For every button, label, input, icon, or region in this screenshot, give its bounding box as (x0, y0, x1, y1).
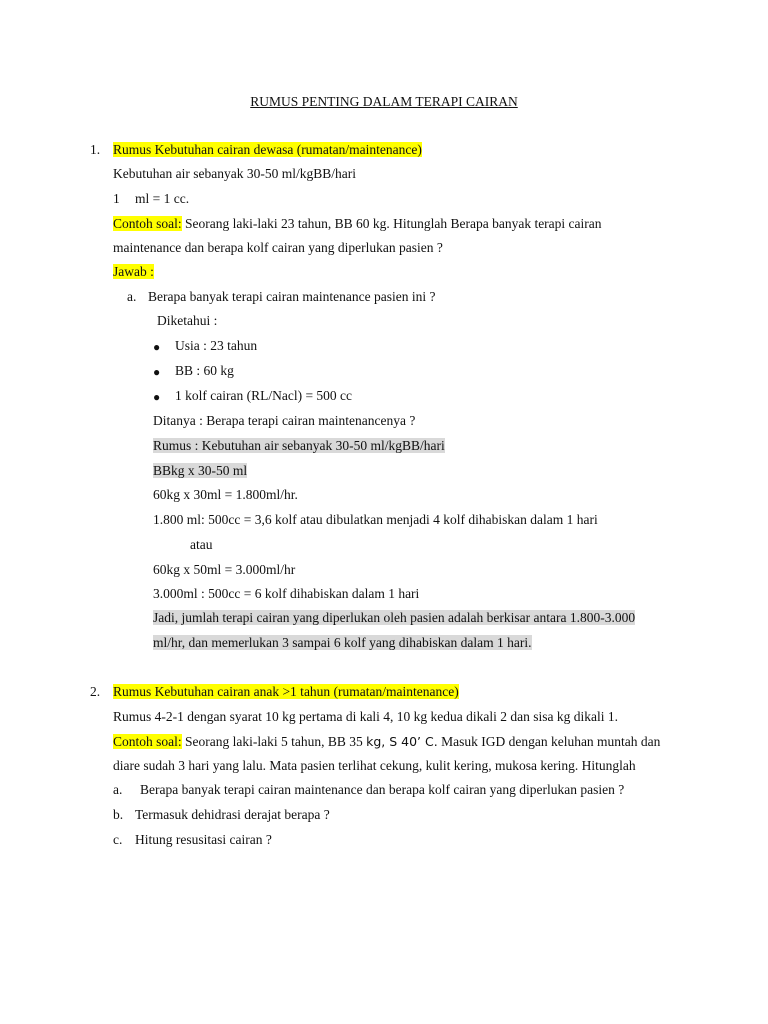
section2-number: 2. (90, 684, 101, 699)
bullet-icon: ● (153, 390, 161, 404)
section1-ditanya: Ditanya : Berapa terapi cairan maintenancenya ? (153, 413, 416, 428)
section1-jawab: Jawab : (113, 264, 154, 279)
section1-diketahui: Diketahui : (157, 313, 218, 328)
section1-contoh-soal (113, 215, 602, 233)
section1-a-marker: a. (127, 289, 137, 304)
section1-calc3: 60kg x 50ml = 3.000ml/hr (153, 562, 296, 577)
section1-calc1: 60kg x 30ml = 1.800ml/hr. (153, 487, 298, 502)
section1-line2-text: ml = 1 cc. (135, 191, 190, 206)
section1-atau: atau (190, 537, 213, 552)
section1-line1: Kebutuhan air sebanyak 30-50 ml/kgBB/hari (113, 166, 356, 181)
section2-item-c-marker: c. (113, 832, 123, 847)
section2-item-c-text: Hitung resusitasi cairan ? (135, 832, 272, 847)
bullet-item-kolf: 1 kolf cairan (RL/Nacl) = 500 cc (175, 388, 353, 403)
contoh-soal-label: Contoh soal: (113, 216, 182, 231)
section2-contoh-soal-2: diare sudah 3 hari yang lalu. Mata pasien terlihat cekung, kulit kering, mukosa kering. Hitunglah (113, 758, 636, 773)
bullet-item-usia: Usia : 23 tahun (175, 338, 258, 353)
section1-bbkg: BBkg x 30-50 ml (153, 463, 248, 478)
section1-number: 1. (90, 142, 101, 157)
section1-contoh-soal-2: maintenance dan berapa kolf cairan yang diperlukan pasien ? (113, 240, 443, 255)
contoh-soal-label: Contoh soal: (113, 734, 182, 749)
bullet-icon: ● (153, 340, 161, 354)
section1-a-text: Berapa banyak terapi cairan maintenance pasien ini ? (148, 289, 436, 304)
section2-item-a-text: Berapa banyak terapi cairan maintenance dan berapa kolf cairan yang diperlukan pasien ? (140, 782, 625, 797)
section2-heading: Rumus Kebutuhan cairan anak >1 tahun (rumatan/maintenance) (113, 684, 459, 699)
section1-rumus: Rumus : Kebutuhan air sebanyak 30-50 ml/kgBB/hari (153, 438, 445, 453)
section1-heading: Rumus Kebutuhan cairan dewasa (rumatan/maintenance) (113, 142, 422, 157)
bullet-icon: ● (153, 365, 161, 379)
section2-item-b-marker: b. (113, 807, 124, 822)
document-title: RUMUS PENTING DALAM TERAPI CAIRAN (250, 94, 518, 109)
section2-item-b-text: Termasuk dehidrasi derajat berapa ? (135, 807, 330, 822)
bullet-item-bb: BB : 60 kg (175, 363, 234, 378)
section2-item-a-marker: a. (113, 782, 123, 797)
section1-calc4: 3.000ml : 500cc = 6 kolf dihabiskan dalam 1 hari (153, 586, 420, 601)
section1-conclusion-1: Jadi, jumlah terapi cairan yang diperlukan oleh pasien adalah berkisar antara 1.800-3.000 (153, 610, 636, 625)
section1-line2-num: 1 (113, 191, 120, 206)
section1-conclusion-2: ml/hr, dan memerlukan 3 sampai 6 kolf yang dihabiskan dalam 1 hari. (153, 635, 532, 650)
contoh-soal-text: Seorang laki-laki 23 tahun, BB 60 kg. Hitunglah Berapa banyak terapi cairan (181, 216, 602, 231)
section2-contoh-soal: Contoh soal: Seorang laki-laki 5 tahun, BB 35 kg, S 40’ C. Masuk IGD dengan keluhan muntah dan (113, 734, 661, 749)
section2-line1: Rumus 4-2-1 dengan syarat 10 kg pertama di kali 4, 10 kg kedua dikali 2 dan sisa kg dikali 1. (113, 709, 619, 724)
section1-calc2: 1.800 ml: 500cc = 3,6 kolf atau dibulatkan menjadi 4 kolf dihabiskan dalam 1 hari (153, 512, 598, 527)
